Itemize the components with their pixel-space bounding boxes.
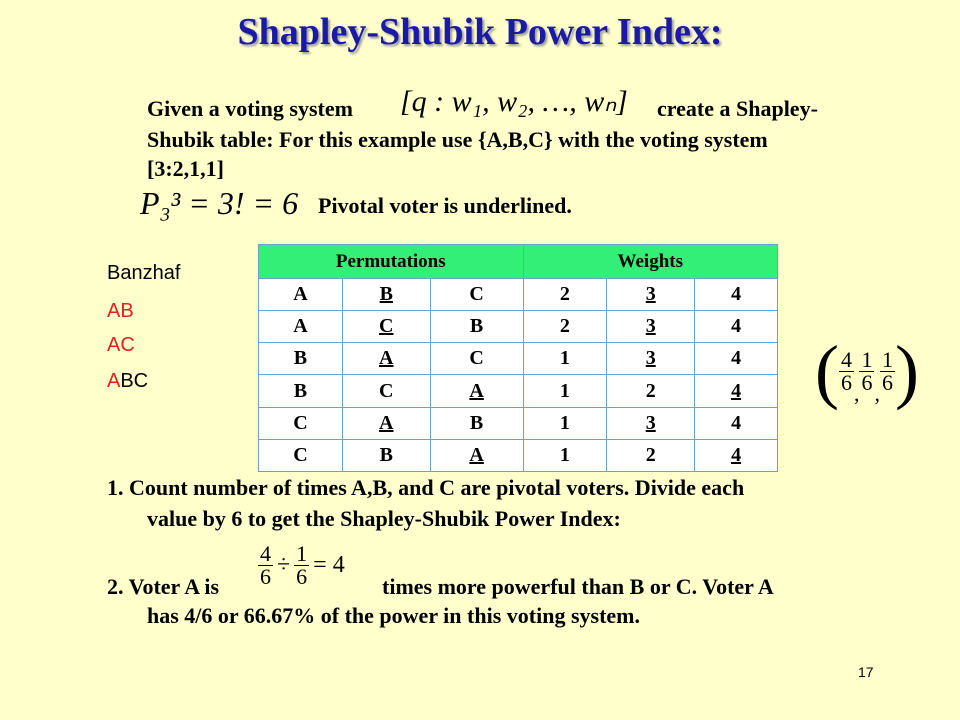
- table-row: [259, 279, 778, 311]
- permutation-formula: P₃³ = 3! = 6: [140, 185, 299, 221]
- step1-line1: 1. Count number of times A,B, and C are pivotal voters. Divide each: [107, 475, 745, 500]
- permutation-cell: B: [259, 343, 343, 375]
- index-b-den: 6: [861, 369, 873, 395]
- weight-cell: 2: [607, 375, 695, 407]
- weight-cell: 4: [695, 407, 778, 439]
- table-header-permutations: Permutations: [259, 245, 524, 279]
- weight-cell: 1: [523, 375, 607, 407]
- voting-system-formula: [q : w₁, w₂, …, wₙ]: [400, 85, 628, 118]
- permutation-cell: C: [259, 407, 343, 439]
- weight-cell: 4: [695, 279, 778, 311]
- weight-cell: 2: [607, 439, 695, 471]
- step1-line2: value by 6 to get the Shapley-Shubik Power Index:: [147, 506, 621, 531]
- table-row: [259, 343, 778, 375]
- step2-line2: has 4/6 or 66.67% of the power in this voting system.: [147, 603, 640, 628]
- permutation-cell: A: [342, 343, 430, 375]
- pivotal-note: Pivotal voter is underlined.: [318, 193, 572, 218]
- permutation-cell: C: [342, 311, 430, 343]
- index-a-num: 4: [840, 346, 852, 372]
- index-c-num: 1: [881, 346, 893, 372]
- weight-cell: 4: [695, 439, 778, 471]
- permutation-cell: B: [259, 375, 343, 407]
- intro-line1-start: Given a voting system: [147, 96, 353, 121]
- ratio-n1: 4: [260, 541, 271, 566]
- table-row: [259, 439, 778, 471]
- permutation-cell: A: [430, 375, 523, 407]
- permutation-cell: C: [259, 439, 343, 471]
- banzhaf-coalition-ac: AC: [107, 334, 135, 356]
- intro-line3: [3:2,1,1]: [147, 156, 224, 181]
- ratio-formula: [258, 543, 345, 588]
- weight-cell: 4: [695, 375, 778, 407]
- weight-cell: 4: [695, 311, 778, 343]
- banzhaf-coalition-ab: AB: [107, 300, 134, 322]
- intro-line1-end: create a Shapley-: [657, 96, 818, 121]
- permutation-cell: A: [259, 279, 343, 311]
- banzhaf-heading: Banzhaf: [107, 262, 181, 284]
- shapley-shubik-table: [258, 244, 778, 472]
- permutation-cell: A: [430, 439, 523, 471]
- permutation-cell: B: [342, 439, 430, 471]
- weight-cell: 1: [523, 407, 607, 439]
- power-index-vector: ( $\frac{4}{6}$ , $\frac{1}{6}$ , $\frac{1}{6}$ ): [815, 331, 919, 411]
- table-row: [259, 407, 778, 439]
- step2-line1-start: 2. Voter A is: [107, 574, 220, 599]
- weight-cell: 3: [607, 343, 695, 375]
- permutation-cell: A: [342, 407, 430, 439]
- step2-line1-end: times more powerful than B or C. Voter A: [382, 574, 774, 599]
- permutation-cell: C: [430, 343, 523, 375]
- divide-sign: ÷: [277, 552, 291, 578]
- weight-cell: 3: [607, 407, 695, 439]
- ratio-d1: 6: [260, 564, 271, 589]
- ratio-result: = 4: [313, 552, 345, 578]
- intro-line2: Shubik table: For this example use {A,B,C} with the voting system: [147, 127, 768, 152]
- permutation-cell: B: [430, 311, 523, 343]
- permutation-cell: B: [342, 279, 430, 311]
- slide-title: Shapley-Shubik Power Index:: [237, 11, 723, 53]
- permutation-cell: A: [259, 311, 343, 343]
- page-number: 17: [858, 664, 874, 680]
- permutation-cell: C: [342, 375, 430, 407]
- weight-cell: 1: [523, 439, 607, 471]
- weight-cell: 4: [695, 343, 778, 375]
- table-row: [259, 311, 778, 343]
- weight-cell: 1: [523, 343, 607, 375]
- banzhaf-coalition-abc: ABC: [107, 370, 149, 392]
- table-row: [259, 375, 778, 407]
- weight-cell: 2: [523, 311, 607, 343]
- weight-cell: 2: [523, 279, 607, 311]
- ratio-n2: 1: [296, 541, 308, 566]
- index-c-den: 6: [881, 369, 893, 395]
- table-header-weights: Weights: [523, 245, 777, 279]
- permutation-cell: B: [430, 407, 523, 439]
- weight-cell: 3: [607, 279, 695, 311]
- index-b-num: 1: [861, 346, 873, 372]
- ratio-d2: 6: [296, 564, 308, 589]
- index-a-den: 6: [840, 369, 852, 395]
- permutation-cell: C: [430, 279, 523, 311]
- weight-cell: 3: [607, 311, 695, 343]
